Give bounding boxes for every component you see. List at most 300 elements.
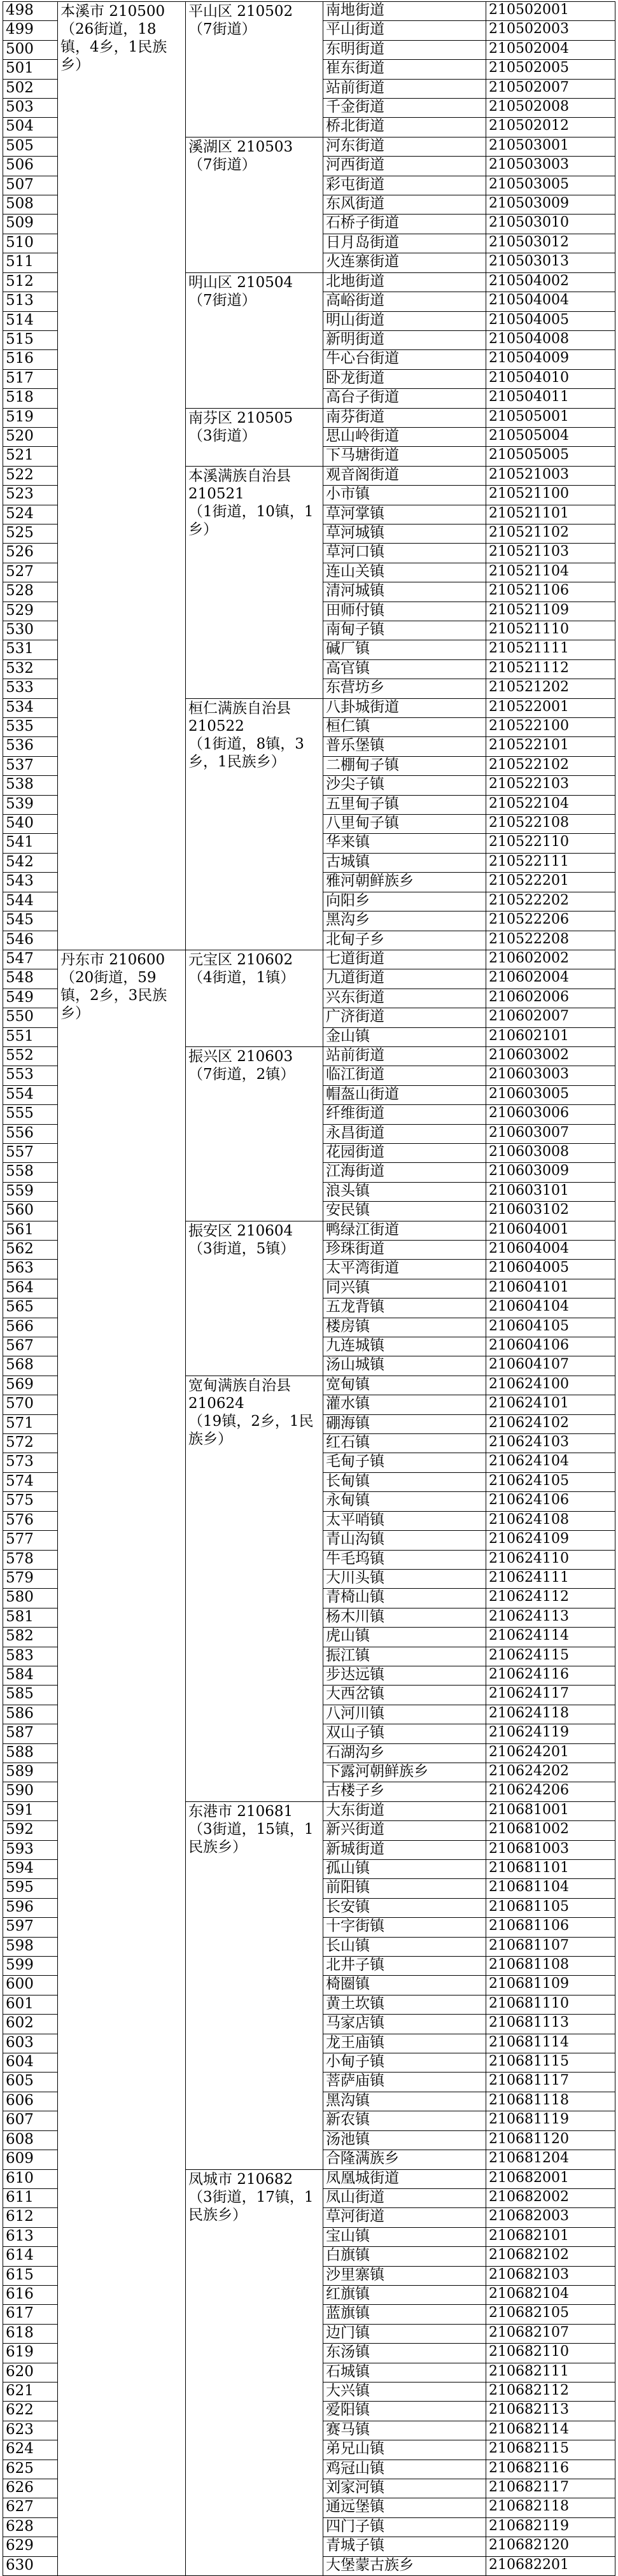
district-cell [186,698,323,950]
row-number: 594 [3,1860,58,1879]
unit-name: 浪头镇 [323,1182,486,1201]
district-note: （3街道，17镇，1民族乡） [188,2188,314,2223]
unit-code: 210502008 [486,99,615,118]
unit-name: 孤山镇 [323,1860,486,1879]
unit-code: 210503003 [486,157,615,176]
unit-name: 牛毛坞镇 [323,1550,486,1569]
unit-name: 虎山镇 [323,1628,486,1647]
district-note: （7街道，2镇） [188,1066,295,1083]
unit-code: 210504010 [486,369,615,388]
unit-name: 边门镇 [323,2324,486,2343]
unit-code: 210502001 [486,2,615,21]
unit-code: 210604005 [486,1260,615,1279]
unit-code: 210521109 [486,602,615,621]
unit-name: 长安镇 [323,1898,486,1917]
unit-code: 210502004 [486,40,615,59]
unit-name: 振江镇 [323,1647,486,1666]
unit-code: 210602007 [486,1008,615,1027]
row-number: 590 [3,1782,58,1801]
row-number: 544 [3,892,58,911]
district-note: （3街道，5镇） [188,1240,295,1257]
row-number: 519 [3,408,58,427]
unit-code: 210604001 [486,1221,615,1240]
row-number: 614 [3,2247,58,2266]
unit-name: 南甸子镇 [323,621,486,640]
unit-code: 210522110 [486,834,615,853]
unit-code: 210681204 [486,2150,615,2169]
unit-code: 210602101 [486,1027,615,1046]
unit-name: 步达远镇 [323,1666,486,1685]
unit-name: 黄土坎镇 [323,1995,486,2014]
unit-code: 210521100 [486,486,615,505]
unit-name: 刘家河镇 [323,2479,486,2498]
district-cell [186,137,323,272]
unit-name: 五里甸子镇 [323,795,486,814]
unit-name: 沙尖子镇 [323,776,486,795]
row-number: 556 [3,1124,58,1143]
unit-name: 站前街道 [323,1046,486,1066]
unit-code: 210681001 [486,1801,615,1820]
unit-name: 白旗镇 [323,2247,486,2266]
unit-code: 210681117 [486,2073,615,2092]
row-number: 584 [3,1666,58,1685]
unit-code: 210502005 [486,60,615,79]
unit-code: 210521103 [486,544,615,563]
unit-code: 210603005 [486,1085,615,1104]
unit-code: 210682003 [486,2208,615,2227]
unit-name: 红石镇 [323,1434,486,1453]
row-number: 538 [3,776,58,795]
unit-name: 普乐堡镇 [323,737,486,756]
unit-code: 210682112 [486,2382,615,2401]
unit-name: 下马塘街道 [323,447,486,466]
unit-code: 210682119 [486,2517,615,2537]
row-number: 566 [3,1318,58,1337]
row-number: 572 [3,1434,58,1453]
unit-code: 210624117 [486,1686,615,1705]
unit-code: 210624112 [486,1589,615,1608]
row-number: 588 [3,1743,58,1763]
unit-code: 210682117 [486,2479,615,2498]
unit-name: 卧龙街道 [323,369,486,388]
unit-name: 连山关镇 [323,563,486,582]
unit-name: 新明街道 [323,330,486,349]
unit-code: 210624119 [486,1724,615,1743]
unit-name: 广济街道 [323,1008,486,1027]
unit-code: 210503013 [486,253,615,272]
district-note: （7街道） [188,156,256,173]
unit-code: 210503012 [486,234,615,253]
row-number: 502 [3,79,58,98]
unit-name: 黑沟镇 [323,2092,486,2111]
row-number: 562 [3,1241,58,1260]
unit-code: 210682114 [486,2421,615,2440]
unit-code: 210681118 [486,2092,615,2111]
unit-name: 青城子镇 [323,2537,486,2556]
district-cell [186,272,323,408]
unit-name: 日月岛街道 [323,234,486,253]
row-number: 627 [3,2498,58,2517]
row-number: 553 [3,1066,58,1085]
row-number: 570 [3,1395,58,1414]
unit-code: 210604107 [486,1356,615,1376]
unit-code: 210681109 [486,1976,615,1995]
unit-name: 碱厂镇 [323,640,486,659]
row-number: 625 [3,2460,58,2479]
row-number: 610 [3,2169,58,2188]
unit-code: 210521104 [486,563,615,582]
row-number: 593 [3,1840,58,1859]
row-number: 563 [3,1260,58,1279]
unit-name: 鸭绿江街道 [323,1221,486,1240]
unit-code: 210682104 [486,2285,615,2304]
unit-name: 凤山街道 [323,2188,486,2207]
unit-code: 210624110 [486,1550,615,1569]
unit-name: 思山岭街道 [323,427,486,446]
row-number: 557 [3,1143,58,1162]
unit-code: 210603003 [486,1066,615,1085]
district-note: （1街道，10镇，1乡） [188,503,314,538]
row-number: 573 [3,1453,58,1472]
row-number: 609 [3,2150,58,2169]
unit-code: 210604106 [486,1337,615,1356]
unit-name: 草河口镇 [323,544,486,563]
unit-name: 东汤镇 [323,2344,486,2363]
row-number: 524 [3,505,58,524]
row-number: 615 [3,2266,58,2285]
city-name: 本溪市 210500 [60,3,165,20]
unit-code: 210522001 [486,698,615,717]
unit-name: 汤山城镇 [323,1356,486,1376]
unit-code: 210521101 [486,505,615,524]
unit-name: 弟兄山镇 [323,2440,486,2460]
row-number: 548 [3,969,58,989]
row-number: 611 [3,2188,58,2207]
unit-code: 210522108 [486,815,615,834]
unit-name: 观音阁街道 [323,466,486,485]
unit-code: 210504011 [486,389,615,408]
unit-code: 210624109 [486,1531,615,1550]
row-number: 504 [3,118,58,137]
unit-code: 210602006 [486,989,615,1008]
unit-code: 210521111 [486,640,615,659]
unit-code: 210682101 [486,2227,615,2246]
unit-code: 210504002 [486,272,615,292]
unit-name: 古楼子乡 [323,1782,486,1801]
district-name: 振安区 210604 [188,1222,293,1239]
unit-code: 210681119 [486,2111,615,2130]
unit-code: 210521003 [486,466,615,485]
unit-code: 210603102 [486,1202,615,1221]
district-note: （7街道） [188,292,256,309]
unit-name: 崔东街道 [323,60,486,79]
unit-name: 鸡冠山镇 [323,2460,486,2479]
unit-code: 210624111 [486,1569,615,1588]
unit-code: 210624101 [486,1395,615,1414]
row-number: 569 [3,1376,58,1395]
row-number: 603 [3,2034,58,2053]
unit-name: 二棚甸子镇 [323,756,486,775]
row-number: 543 [3,873,58,892]
row-number: 500 [3,40,58,59]
unit-name: 新兴街道 [323,1821,486,1840]
unit-name: 河东街道 [323,137,486,156]
unit-code: 210624201 [486,1743,615,1763]
unit-name: 红旗镇 [323,2285,486,2304]
district-name: 宽甸满族自治县 210624 [188,1377,296,1412]
row-number: 511 [3,253,58,272]
row-number: 536 [3,737,58,756]
row-number: 612 [3,2208,58,2227]
unit-name: 平山街道 [323,21,486,40]
row-number: 528 [3,582,58,602]
row-number: 567 [3,1337,58,1356]
row-number: 516 [3,350,58,369]
unit-code: 210681104 [486,1879,615,1898]
unit-code: 210624104 [486,1453,615,1472]
row-number: 602 [3,2015,58,2034]
row-number: 542 [3,853,58,872]
unit-name: 硼海镇 [323,1414,486,1433]
unit-name: 八里甸子镇 [323,815,486,834]
row-number: 546 [3,931,58,950]
unit-code: 210624106 [486,1492,615,1511]
unit-code: 210624206 [486,1782,615,1801]
unit-name: 千金街道 [323,99,486,118]
row-number: 595 [3,1879,58,1898]
unit-name: 小市镇 [323,486,486,505]
unit-code: 210505004 [486,427,615,446]
unit-name: 太平湾街道 [323,1260,486,1279]
unit-name: 八河川镇 [323,1705,486,1724]
district-name: 明山区 210504 [188,274,293,291]
district-name: 东港市 210681 [188,1803,293,1820]
unit-name: 双山子镇 [323,1724,486,1743]
unit-name: 九连城镇 [323,1337,486,1356]
row-number: 577 [3,1531,58,1550]
unit-code: 210602004 [486,969,615,989]
unit-name: 太平哨镇 [323,1511,486,1530]
unit-name: 站前街道 [323,79,486,98]
unit-code: 210522206 [486,911,615,931]
unit-code: 210522111 [486,853,615,872]
unit-name: 兴东街道 [323,989,486,1008]
unit-name: 大兴镇 [323,2382,486,2401]
district-cell [186,1376,323,1801]
row-number: 620 [3,2363,58,2382]
row-number: 550 [3,1008,58,1027]
unit-name: 前阳镇 [323,1879,486,1898]
district-note: （3街道，15镇，1民族乡） [188,1820,314,1855]
unit-name: 大东街道 [323,1801,486,1820]
district-name: 南芬区 210505 [188,409,293,426]
unit-code: 210503009 [486,195,615,215]
district-name: 元宝区 210602 [188,951,293,968]
unit-code: 210681120 [486,2130,615,2150]
unit-name: 菩萨庙镇 [323,2073,486,2092]
row-number: 616 [3,2285,58,2304]
unit-code: 210681113 [486,2015,615,2034]
unit-code: 210603007 [486,1124,615,1143]
unit-name: 田师付镇 [323,602,486,621]
row-number: 508 [3,195,58,215]
row-number: 571 [3,1414,58,1433]
unit-name: 椅圈镇 [323,1976,486,1995]
unit-name: 火连寨街道 [323,253,486,272]
unit-code: 210682001 [486,2169,615,2188]
row-number: 630 [3,2556,58,2575]
row-number: 539 [3,795,58,814]
unit-code: 210682120 [486,2537,615,2556]
unit-code: 210624118 [486,1705,615,1724]
table-row [3,2,615,21]
district-cell [186,950,323,1046]
unit-code: 210522102 [486,756,615,775]
row-number: 512 [3,272,58,292]
row-number: 564 [3,1279,58,1298]
unit-code: 210682002 [486,2188,615,2207]
unit-name: 石城镇 [323,2363,486,2382]
unit-name: 石桥子街道 [323,215,486,234]
unit-code: 210624103 [486,1434,615,1453]
unit-name: 东风街道 [323,195,486,215]
city-name: 丹东市 210600 [60,951,165,968]
row-number: 591 [3,1801,58,1820]
unit-name: 珍珠街道 [323,1241,486,1260]
unit-name: 宽甸镇 [323,1376,486,1395]
row-number: 505 [3,137,58,156]
unit-name: 安民镇 [323,1202,486,1221]
unit-name: 汤池镇 [323,2130,486,2150]
row-number: 629 [3,2537,58,2556]
unit-code: 210681115 [486,2053,615,2073]
unit-name: 八卦城街道 [323,698,486,717]
row-number: 510 [3,234,58,253]
row-number: 561 [3,1221,58,1240]
district-cell [186,2169,323,2576]
city-note: （20街道，59镇，2乡，3民族乡） [60,969,167,1022]
unit-code: 210682107 [486,2324,615,2343]
district-note: （7街道） [188,21,256,38]
unit-name: 古城镇 [323,853,486,872]
row-number: 618 [3,2324,58,2343]
unit-code: 210522103 [486,776,615,795]
unit-code: 210624116 [486,1666,615,1685]
row-number: 555 [3,1105,58,1124]
row-number: 628 [3,2517,58,2537]
unit-code: 210682103 [486,2266,615,2285]
unit-name: 石湖沟乡 [323,1743,486,1763]
unit-name: 宝山镇 [323,2227,486,2246]
unit-code: 210504009 [486,350,615,369]
unit-name: 合隆满族乡 [323,2150,486,2169]
unit-code: 210682116 [486,2460,615,2479]
unit-code: 210624114 [486,1628,615,1647]
unit-code: 210681114 [486,2034,615,2053]
row-number: 530 [3,621,58,640]
unit-name: 大堡蒙古族乡 [323,2556,486,2575]
unit-code: 210681105 [486,1898,615,1917]
unit-code: 210681107 [486,1937,615,1956]
row-number: 605 [3,2073,58,2092]
row-number: 541 [3,834,58,853]
row-number: 552 [3,1046,58,1066]
unit-name: 长山镇 [323,1937,486,1956]
unit-name: 青山沟镇 [323,1531,486,1550]
row-number: 597 [3,1918,58,1937]
unit-name: 草河城镇 [323,524,486,543]
unit-code: 210502007 [486,79,615,98]
row-number: 624 [3,2440,58,2460]
row-number: 551 [3,1027,58,1046]
unit-code: 210502012 [486,118,615,137]
unit-name: 爱阳镇 [323,2402,486,2421]
unit-code: 210602002 [486,950,615,969]
row-number: 575 [3,1492,58,1511]
unit-code: 210681108 [486,1957,615,1976]
district-cell [186,2,323,137]
row-number: 586 [3,1705,58,1724]
row-number: 568 [3,1356,58,1376]
unit-name: 彩屯街道 [323,176,486,195]
row-number: 558 [3,1163,58,1182]
row-number: 501 [3,60,58,79]
unit-code: 210604004 [486,1241,615,1260]
row-number: 599 [3,1957,58,1976]
unit-name: 小甸子镇 [323,2053,486,2073]
row-number: 549 [3,989,58,1008]
row-number: 608 [3,2130,58,2150]
unit-name: 纤维街道 [323,1105,486,1124]
row-number: 522 [3,466,58,485]
row-number: 581 [3,1608,58,1627]
unit-code: 210502003 [486,21,615,40]
unit-code: 210522201 [486,873,615,892]
unit-code: 210682111 [486,2363,615,2382]
row-number: 617 [3,2305,58,2324]
row-number: 600 [3,1976,58,1995]
row-number: 535 [3,718,58,737]
unit-code: 210522100 [486,718,615,737]
district-name: 凤城市 210682 [188,2171,293,2188]
unit-code: 210603009 [486,1163,615,1182]
unit-name: 北甸子乡 [323,931,486,950]
unit-name: 楼房镇 [323,1318,486,1337]
row-number: 619 [3,2344,58,2363]
row-number: 578 [3,1550,58,1569]
unit-code: 210682115 [486,2440,615,2460]
row-number: 534 [3,698,58,717]
unit-code: 210682118 [486,2498,615,2517]
unit-name: 同兴镇 [323,1279,486,1298]
row-number: 531 [3,640,58,659]
row-number: 509 [3,215,58,234]
unit-name: 桓仁镇 [323,718,486,737]
unit-name: 蓝旗镇 [323,2305,486,2324]
unit-name: 灌水镇 [323,1395,486,1414]
row-number: 498 [3,2,58,21]
unit-name: 永昌街道 [323,1124,486,1143]
row-number: 626 [3,2479,58,2498]
row-number: 547 [3,950,58,969]
row-number: 521 [3,447,58,466]
unit-name: 十字街镇 [323,1918,486,1937]
unit-name: 牛心台街道 [323,350,486,369]
unit-name: 清河城镇 [323,582,486,602]
row-number: 517 [3,369,58,388]
row-number: 526 [3,544,58,563]
unit-code: 210682113 [486,2402,615,2421]
